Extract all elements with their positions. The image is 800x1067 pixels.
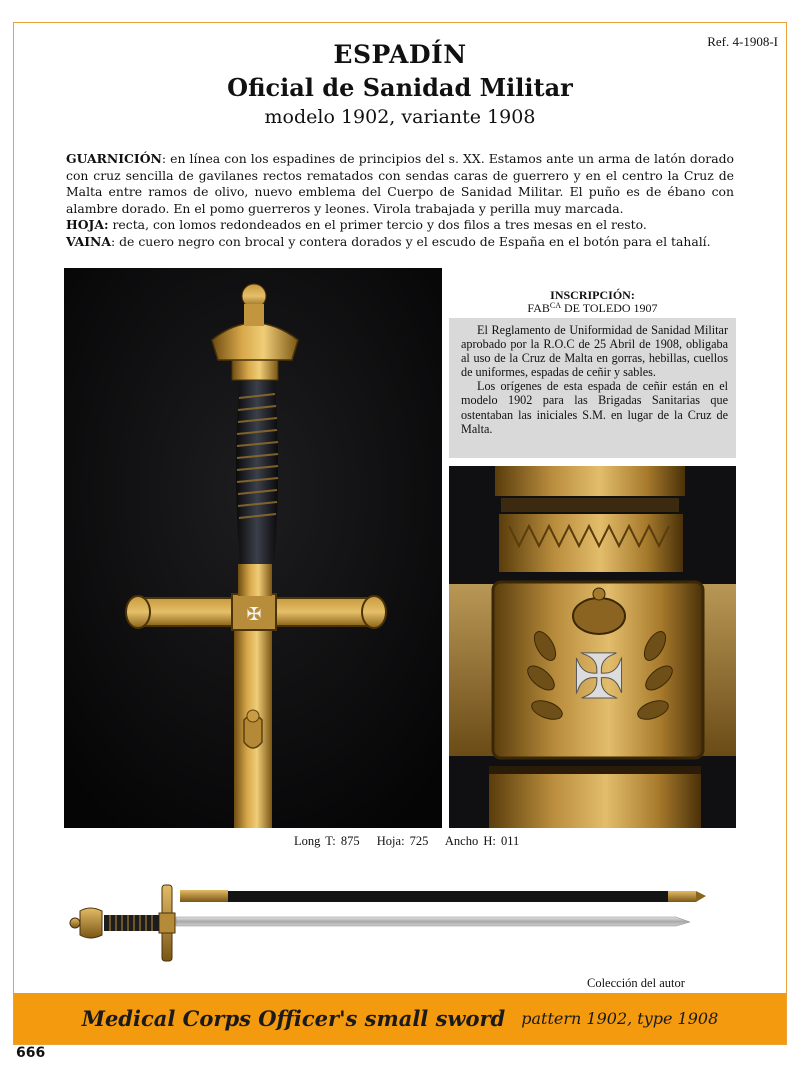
spain-crest-icon bbox=[244, 710, 262, 748]
note-paragraph: El Reglamento de Uniformidad de Sanidad Militar aprobado por la R.O.C de 25 Abril de 1908, obligaba al uso de la Cruz de Malta en gorras, hebillas, cuellos de uniformes, espadas de ceñir y sables. bbox=[461, 323, 728, 380]
note-paragraph: Los orígenes de esta espada de ceñir están en el modelo 1902 para las Brigadas Sanitarias que ostentaban las iniciales S.M. en lugar de la Cruz de Malta. bbox=[461, 379, 728, 436]
maltese-cross-icon: ✠ bbox=[573, 640, 625, 713]
guarnicion-paragraph bbox=[66, 151, 734, 217]
blade bbox=[176, 917, 690, 926]
title-model: modelo 1902, variante 1908 bbox=[264, 106, 536, 128]
full-sword-photo bbox=[64, 875, 714, 965]
hilt-photo bbox=[64, 268, 442, 828]
title-block bbox=[0, 38, 800, 130]
banner-title: Medical Corps Officer's small sword bbox=[81, 1006, 506, 1031]
guarnicion-text: : en línea con los espadines de principios del s. XX. Estamos ante un arma de latón dorado con cruz sencilla de gavilanes rectos rematados con sendas caras de guerrero y en el centro la Cruz de Malta entre ramos de olivo, nuevo emblema del Cuerpo de Sanidad Militar. El puño es de ébano con alambre dorado. En el pomo guerreros y leones. Virola trabajada y perilla muy marcada. bbox=[66, 151, 734, 216]
vaina-label: VAINA bbox=[66, 233, 112, 249]
reference-number: Ref. 4-1908-I bbox=[707, 34, 778, 49]
guarnicion-label: GUARNICIÓN bbox=[66, 151, 162, 166]
dimensions bbox=[294, 834, 531, 849]
scabbard bbox=[180, 890, 706, 902]
title-main: ESPADÍN bbox=[333, 40, 467, 69]
vaina-text: : de cuero negro con brocal y contera dorados y el escudo de España en el botón para el tahalí. bbox=[111, 233, 711, 249]
inscription-heading: INSCRIPCIÓN: bbox=[550, 288, 635, 302]
blade-width: Ancho H: 011 bbox=[444, 834, 520, 848]
english-title-banner bbox=[14, 993, 786, 1044]
vaina-paragraph bbox=[66, 234, 734, 251]
blade-length: Hoja: 725 bbox=[376, 834, 429, 848]
hoja-label: HOJA: bbox=[66, 217, 109, 233]
banner-subtitle: pattern 1902, type 1908 bbox=[521, 1009, 719, 1028]
description bbox=[66, 151, 734, 251]
crossguard-detail-photo bbox=[449, 466, 736, 828]
maltese-cross-icon: ✠ bbox=[246, 604, 262, 625]
crossguard bbox=[126, 594, 386, 630]
hoja-text: recta, con lomos redondeados en el primer tercio y dos filos a tres mesas en el resto. bbox=[108, 217, 647, 233]
page-number: 666 bbox=[16, 1045, 46, 1061]
collection-credit: Colección del autor bbox=[587, 976, 685, 990]
hoja-paragraph bbox=[66, 217, 734, 234]
title-subtitle: Oficial de Sanidad Militar bbox=[227, 73, 573, 102]
inscription-text: $FAB^{CA}$ DE TOLEDO 1907 bbox=[527, 301, 658, 315]
total-length: Long T: 875 bbox=[294, 834, 360, 848]
historical-note bbox=[449, 318, 736, 458]
